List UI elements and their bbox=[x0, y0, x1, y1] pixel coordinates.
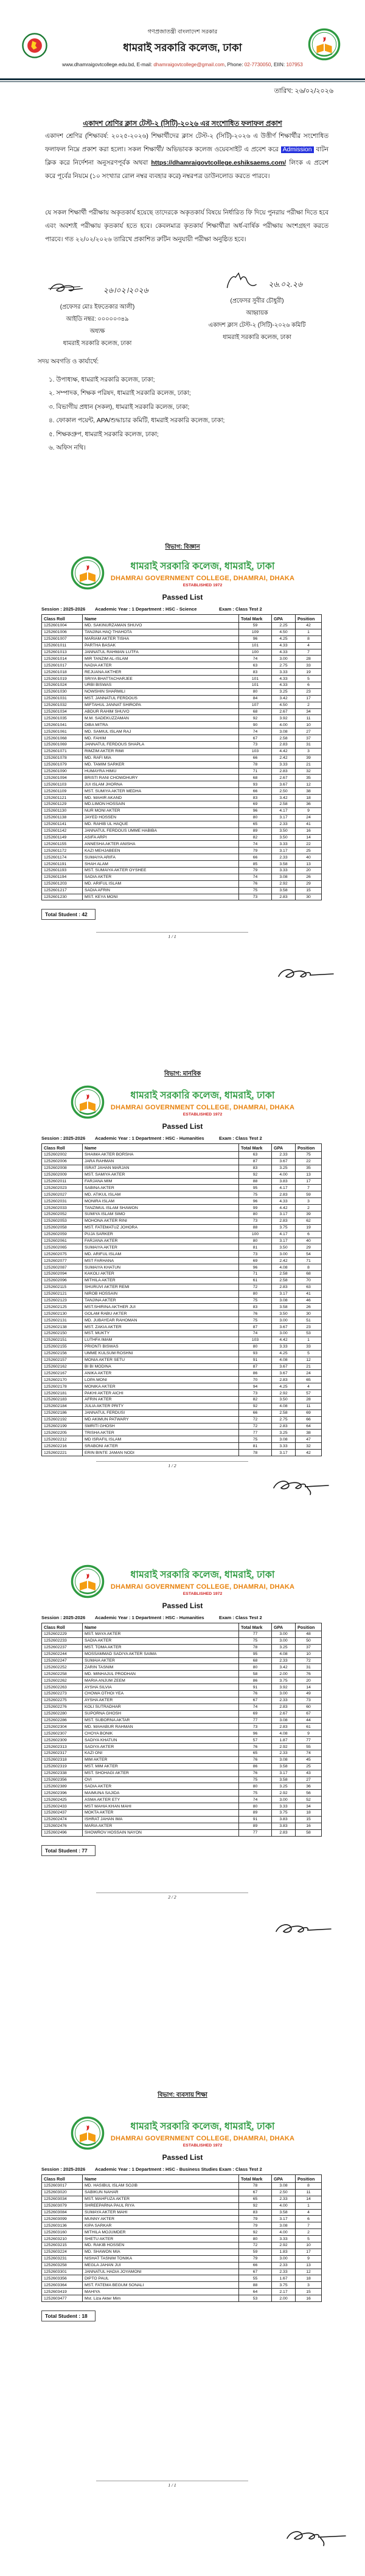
para1-after: লিংক এ প্রবেশ করে পূর্বের নিয়মে (১০ সংখ্যার রোল নম্বর ব্যবহার করে) নম্বরপত্র ডাউনলোড করতে পারবে। bbox=[45, 160, 328, 180]
para1-before: একাদশ শ্রেণির (শিক্ষাবর্ষ: ২০২৫-২০২৬) শিক্ষার্থীদের ক্লাস টেস্ট-২ (সিটি)-২০২৬ এ উত্তীর্ণ শিক্ষার্থীর সংশোধিত ফলাফল নিম্নে প্রকাশ করা হলো। সকল শিক্ষার্থী/ অভিভাবক কলেজ ওয়েবসাইট এ প্রবেশ করে bbox=[45, 133, 328, 153]
table-row: 1252602184 JULIA AKTER PRITY 92 4.08 11 bbox=[42, 1403, 322, 1410]
page-marker-label: 2 / 2 bbox=[168, 1894, 176, 1900]
table-row: 1252602130 GOLAM RABU AKTER 76 3.50 30 bbox=[42, 1310, 322, 1317]
report-established: ESTABLISHED 1972 bbox=[182, 1592, 223, 1596]
meta-department: Department : HSC - Humanities bbox=[136, 1615, 204, 1620]
section-label-science: বিভাগ: বিজ্ঞান bbox=[165, 544, 200, 550]
table-row: 1252602437 MOKTA AKTER 89 3.75 18 bbox=[42, 1810, 322, 1817]
table-meta bbox=[41, 1136, 303, 1142]
column-header-name: Name bbox=[83, 2175, 239, 2183]
table-row: 1252602053 MOHONA AKTER RINI 73 2.83 62 bbox=[42, 1218, 322, 1224]
report-college-name-en: DHAMRAI GOVERNMENT COLLEGE, DHAMRAI, DHAKA bbox=[110, 1583, 295, 1591]
table-row: 1252601138 JAYED HOSSEN 80 3.17 24 bbox=[42, 814, 322, 821]
table-row: 1252602151 LUTHFA IMAM 103 4.42 1 bbox=[42, 1337, 322, 1343]
table-row: 1252602433 MST MAHIA KHAN MAHI 80 3.33 34 bbox=[42, 1803, 322, 1810]
meta-session: Session : 2025-2026 bbox=[41, 2167, 86, 2172]
meta-session: Session : 2025-2026 bbox=[41, 1136, 86, 1141]
column-header-roll: Class Roll bbox=[42, 615, 83, 623]
convener-signature-block bbox=[192, 272, 322, 344]
signer-org: ধামরাই সরকারি কলেজ, ঢাকা bbox=[63, 340, 132, 347]
table-row: 1252603020 SABIKUN NAHAR 67 2.50 11 bbox=[42, 2189, 322, 2196]
table-row: 1252602094 KAKOLI AKTER 71 2.58 68 bbox=[42, 1271, 322, 1278]
meta-year: Academic Year : 1 bbox=[95, 1136, 134, 1141]
passed-list-table bbox=[41, 2174, 322, 2302]
meta-exam: Exam : Class Test 2 bbox=[219, 606, 262, 612]
table-row: 1252602474 ISHRAT JAHAN IMA 91 3.83 15 bbox=[42, 1816, 322, 1823]
table-row: 1252602476 MARIA AKTER 89 3.83 16 bbox=[42, 1823, 322, 1829]
table-row: 1252602075 MD. ARIFUL ISLAM 73 3.00 54 bbox=[42, 1251, 322, 1258]
table-row: 1252603210 SHETU AKTER 80 3.33 5 bbox=[42, 2236, 322, 2242]
table-body bbox=[42, 1152, 322, 1456]
table-row: 1252602280 SUPORNA GHOSH 69 2.67 67 bbox=[42, 1710, 322, 1717]
report-established: ESTABLISHED 1972 bbox=[182, 1112, 223, 1117]
signer-id: আইডি নম্বর: ০০০০০৩৪৯ bbox=[66, 316, 129, 323]
table-row: 1252603034 MST. MAHFUZA AKTER 65 2.33 14 bbox=[42, 2196, 322, 2202]
college-logo-icon bbox=[71, 1564, 105, 1598]
report-college-name-en: DHAMRAI GOVERNMENT COLLEGE, DHAMRAI, DHAKA bbox=[110, 2135, 295, 2142]
meta-session: Session : 2025-2026 bbox=[41, 1615, 86, 1620]
table-row: 1252602205 TRISHA AKTER 77 3.25 38 bbox=[42, 1430, 322, 1436]
table-row: 1252601094 BRISTI RANI CHOWDHURY 68 2.67 35 bbox=[42, 775, 322, 781]
verification-signature-icon bbox=[273, 962, 339, 986]
meta-department: Department : HSC - Humanities bbox=[136, 1136, 204, 1141]
table-row: 1252603079 SHREEPARNA PAUL RIYA 92 4.00 1 bbox=[42, 2202, 322, 2209]
table-row: 1252601034 ABDUR RAHIM SHUVO 68 2.67 34 bbox=[42, 708, 322, 715]
table-row: 1252602313 SADIYA AKTER 76 2.92 55 bbox=[42, 1744, 322, 1750]
table-row: 1252601041 DIBA MITRA 90 4.00 10 bbox=[42, 722, 322, 728]
table-row: 1252602247 SUMAIA AKTER 68 2.33 72 bbox=[42, 1657, 322, 1664]
table-row: 1252603301 JANNATUL HADIA JOYAMONI 67 2.33 12 bbox=[42, 2269, 322, 2275]
table-row: 1252601024 URBI BISWAS 101 4.33 6 bbox=[42, 682, 322, 689]
table-row: 1252602237 MST. TOMA AKTER 78 3.25 37 bbox=[42, 1644, 322, 1651]
cc-heading: সদয় অবগতি ও কার্যার্থে: bbox=[38, 358, 99, 365]
report-established: ESTABLISHED 1972 bbox=[182, 2143, 223, 2148]
table-row: 1252602031 MONIRA ISLAM 96 4.33 3 bbox=[42, 1198, 322, 1205]
notice-title: একাদশ শ্রেণির ক্লাস টেস্ট-২ (সিটি)-২০২৬ এর সংশোধিত ফলাফল প্রকাশ bbox=[83, 120, 282, 128]
table-row: 1252601155 ANNESHA AKTER ANISHA 74 3.33 22 bbox=[42, 841, 322, 848]
college-name: ধামরাই সরকারি কলেজ, ঢাকা bbox=[123, 42, 242, 53]
govt-line: গণপ্রজাতন্ত্রী বাংলাদেশ সরকার bbox=[147, 29, 218, 35]
table-row: 1252603224 MD. SHAWON MIA 59 1.83 17 bbox=[42, 2249, 322, 2255]
table-row: 1252601203 MD. ARIFUL ISLAM 76 2.92 29 bbox=[42, 880, 322, 887]
college-logo-icon bbox=[308, 28, 341, 61]
table-row: 1252602199 SMRITI GHOSH 72 2.83 64 bbox=[42, 1423, 322, 1430]
column-header-gpa: GPA bbox=[272, 2175, 296, 2183]
table-row: 1252601069 JANNATUL FERDOUS SHAPLA 73 2.83 31 bbox=[42, 742, 322, 748]
date-line: তারিখ: ২৬/০২/২০২৬ bbox=[274, 87, 333, 95]
table-row: 1252601078 MD. RAFI MIA 66 2.42 39 bbox=[42, 755, 322, 761]
table-row: 1252601149 ASIFA ARPI 82 3.50 14 bbox=[42, 834, 322, 841]
table-row: 1252602258 MD. MINHAJUL PRODHAN 58 2.00 76 bbox=[42, 1671, 322, 1677]
table-row: 1252602131 MD. JUBAYEAR RAHOMAN 75 3.00 51 bbox=[42, 1317, 322, 1324]
signer-committee: একাদশ ক্লাস টেস্ট-২ (সিটি)-২০২৬ কমিটি bbox=[208, 322, 306, 329]
table-row: 1252602425 ASMA AKTER ETY 74 3.00 52 bbox=[42, 1797, 322, 1803]
principal-signature-block bbox=[33, 278, 161, 350]
eiin-value: 107953 bbox=[286, 62, 303, 67]
table-row: 1252601103 JUI ISLAM JHORNA 93 3.67 12 bbox=[42, 781, 322, 788]
cc-item: ৪. ফোকাল পয়েন্ট, APA/শুদ্ধাচার কমিটি, ধামরাই সরকারি কলেজ, ঢাকা; bbox=[49, 417, 225, 425]
table-row: 1252602276 KOLI SUTRADHAR 74 2.83 60 bbox=[42, 1704, 322, 1710]
table-row: 1252601090 HUMAYRA HIMU 71 2.83 32 bbox=[42, 768, 322, 775]
table-row: 1252602221 ERIN BINTE JAMAN NODI 78 3.17 42 bbox=[42, 1450, 322, 1456]
table-row: 1252601129 MD.LIMON HOSSAIN 69 2.58 36 bbox=[42, 801, 322, 808]
meta-year: Academic Year : 1 bbox=[95, 2167, 134, 2172]
table-row: 1252602317 KAZI ONI 65 2.33 74 bbox=[42, 1750, 322, 1757]
table-row: 1252602252 ZARIN TASNIM 80 3.42 31 bbox=[42, 1664, 322, 1671]
passed-list-page-science bbox=[0, 554, 365, 939]
column-header-gpa: GPA bbox=[272, 615, 296, 623]
table-row: 1252602212 MD ISRAFIL ISLAM 75 3.08 47 bbox=[42, 1436, 322, 1443]
table-row: 1252602233 SADIA AKTER 75 3.00 50 bbox=[42, 1637, 322, 1644]
report-college-name-bn: ধামরাই সরকারি কলেজ, ধামরাই, ঢাকা bbox=[130, 1091, 275, 1101]
table-row: 1252601109 MST. SUMIYA AKTER MEDHA 66 2.50 38 bbox=[42, 788, 322, 795]
table-row: 1252602002 SHAIMA AKTER BORSHA 63 2.33 75 bbox=[42, 1152, 322, 1159]
table-row: 1252602389 SADIA AKTER 80 3.25 36 bbox=[42, 1783, 322, 1790]
college-logo-icon bbox=[71, 1085, 105, 1119]
page-marker-label: 1 / 2 bbox=[168, 1462, 176, 1468]
meta-year: Academic Year : 1 bbox=[95, 1615, 134, 1620]
table-row: 1252602309 SADIYA KHATUN 57 1.87 77 bbox=[42, 1737, 322, 1744]
notice-paragraph-2: যে সকল শিক্ষার্থী পরীক্ষায় অকৃতকার্য হয়েছে তাদেরকে অকৃতকার্য বিষয়ে নির্ধারিত ফি দিয়ে পুনরায় পরীক্ষা দিতে হবে এবং অবশ্যই পরীক্ষায় কৃতকার্য হতে হবে। কেবলমাত্র কৃতকার্য শিক্ষার্থীরা অর্ধ-বার্ষিক পরীক্ষায় অংশগ্রহণ করতে পারবে। গত ২২/০২/২০২৬ তারিখে প্রকাশিত রুটিন অনুযায়ী পরীক্ষা অনুষ্ঠিত হবে। bbox=[45, 210, 328, 243]
table-row: 1252602263 AYSHA SILVIA 91 3.92 14 bbox=[42, 1684, 322, 1691]
passed-list-table bbox=[41, 614, 322, 900]
table-row: 1252601030 NOWSHIN SHARMILI 80 3.25 23 bbox=[42, 688, 322, 695]
table-row: 1252601007 MARIAM AKTER TISHA 96 4.25 8 bbox=[42, 635, 322, 642]
passed-list-title: Passed List bbox=[162, 1601, 203, 1610]
table-row: 1252601004 MD. SAKINURZAMAN SHUVO 59 2.25 42 bbox=[42, 623, 322, 629]
table-row: 1252602396 MAIMUNA SAJIDA 75 2.92 56 bbox=[42, 1790, 322, 1797]
signer-name: (প্রফেসর সুবীর চৌধুরী) bbox=[230, 298, 284, 304]
report-letterhead bbox=[0, 2114, 365, 2152]
report-college-name-bn: ধামরাই সরকারি কলেজ, ধামরাই, ঢাকা bbox=[130, 2122, 275, 2132]
table-row: 1252602077 MST FARHANA 69 2.42 71 bbox=[42, 1258, 322, 1264]
passed-list-page-humanities-2 bbox=[0, 1563, 365, 1900]
table-row: 1252601172 KAZI MEHJABEEN 79 3.17 25 bbox=[42, 848, 322, 854]
table-row: 1252601068 MD. FAHIM 67 2.58 37 bbox=[42, 735, 322, 742]
column-header-position: Position bbox=[296, 1144, 322, 1152]
table-row: 1252601141 MD. RAHIB UL HAQUE 65 2.33 41 bbox=[42, 821, 322, 827]
table-row: 1252601031 MST. JANNATUL FERDOUS 84 3.42 17 bbox=[42, 695, 322, 702]
table-row: 1252601014 MIR TANZIM AL-ISLAM 74 3.00 28 bbox=[42, 656, 322, 662]
cc-item: ১. উপাধ্যক্ষ, ধামরাই সরকারি কলেজ, ঢাকা; bbox=[49, 377, 155, 383]
college-logo-icon bbox=[71, 2116, 105, 2150]
notice-paragraph-1 bbox=[45, 130, 328, 183]
convener-signature bbox=[192, 272, 322, 295]
table-row: 1252601032 MIFTAHUL JANNAT SHIROPA 107 4.50 2 bbox=[42, 702, 322, 708]
table-row: 1252602181 PAKHI AKTER AICHI 73 2.92 57 bbox=[42, 1390, 322, 1397]
column-header-roll: Class Roll bbox=[42, 1144, 83, 1152]
table-row: 1252602115 SHURUVI AKTER REMI 72 2.83 63 bbox=[42, 1284, 322, 1290]
table-row: 1252602123 TANJINA AKTER 75 3.08 46 bbox=[42, 1297, 322, 1304]
table-row: 1252601019 SRIYA BHATTACHARJEE 101 4.33 5 bbox=[42, 676, 322, 682]
table-body bbox=[42, 1631, 322, 1837]
table-row: 1252602262 MARIA ANJUM ZEEM 86 3.75 20 bbox=[42, 1677, 322, 1684]
table-row: 1252602096 MITHILA AKTER 61 2.58 70 bbox=[42, 1277, 322, 1284]
table-body bbox=[42, 2183, 322, 2302]
table-row: 1252601142 JANNATUL FERDOUS UMME HABIBA 89 3.50 16 bbox=[42, 827, 322, 834]
table-row: 1252602170 LOPA MONI 70 2.83 65 bbox=[42, 1377, 322, 1383]
header-divider bbox=[0, 78, 365, 82]
admission-highlight: Admission bbox=[281, 146, 314, 153]
cc-item: ২. সম্পাদক, শিক্ষক পরিষদ, ধামরাই সরকারি কলেজ, ঢাকা; bbox=[49, 390, 191, 397]
table-row: 1252601230 MST. KEYA MONI 73 2.83 30 bbox=[42, 894, 322, 900]
table-row: 1252601130 NUR MONI AKTER 96 4.17 9 bbox=[42, 807, 322, 814]
meta-session: Session : 2025-2026 bbox=[41, 606, 86, 612]
meta-exam: Exam : Class Test 2 bbox=[219, 2167, 262, 2172]
signer-role: আহ্বায়ক bbox=[246, 310, 268, 317]
column-header-mark: Total Mark bbox=[239, 2175, 272, 2183]
table-row: 1252601013 JANNATUL RAHMAN LUTFA 100 4.33 7 bbox=[42, 649, 322, 656]
report-established: ESTABLISHED 1972 bbox=[182, 583, 223, 587]
table-row: 1252602244 MOSSAMMAD SADIYA AKTER SAIMA 95 4.08 10 bbox=[42, 1651, 322, 1657]
report-letterhead bbox=[0, 1563, 365, 1600]
table-row: 1252603231 NISHAT TASNIM TONIKA 79 3.00 9 bbox=[42, 2255, 322, 2262]
govt-seal-icon bbox=[22, 33, 47, 58]
table-row: 1252601018 REJUANA AKTHER 83 3.33 19 bbox=[42, 669, 322, 676]
table-row: 1252602186 JANNATUL FERDUSI 66 2.58 69 bbox=[42, 1410, 322, 1416]
signature-scribble-icon bbox=[46, 278, 103, 299]
phone-value: 02-7730050 bbox=[244, 62, 271, 67]
page-marker bbox=[96, 1461, 248, 1468]
table-row: 1252602011 FARJANA MIM 88 3.83 17 bbox=[42, 1178, 322, 1185]
table-row: 1252602216 SRABONI AKTER 81 3.33 32 bbox=[42, 1443, 322, 1450]
handwritten-date: ২৬.০২.২৬ bbox=[268, 280, 303, 289]
table-row: 1252602178 MONIKA AKTER 94 4.25 4 bbox=[42, 1383, 322, 1390]
meta-exam: Exam : Class Test 2 bbox=[219, 1615, 262, 1620]
table-row: 1252603099 MUNNY AKTER 79 3.17 6 bbox=[42, 2216, 322, 2222]
table-row: 1252602033 TANZIMUL ISLAM SHAWON 99 4.42 2 bbox=[42, 1205, 322, 1211]
signer-org: ধামরাই সরকারি কলেজ, ঢাকা bbox=[223, 334, 291, 341]
total-students-box: Total Student : 42 bbox=[41, 909, 96, 920]
page-marker-label: 1 / 1 bbox=[168, 2482, 176, 2489]
column-header-position: Position bbox=[296, 2175, 322, 2183]
report-college-name-bn: ধামরাই সরকারি কলেজ, ধামরাই, ঢাকা bbox=[130, 1570, 275, 1580]
table-row: 1252601194 SADIA AKTER 74 3.08 26 bbox=[42, 874, 322, 880]
column-header-position: Position bbox=[296, 615, 322, 623]
table-row: 1252602338 MST. SHOHAGI AKTER 76 3.17 43 bbox=[42, 1770, 322, 1776]
handwritten-date: ২৬।০২।২০২৬ bbox=[103, 286, 148, 295]
total-students-box: Total Student : 77 bbox=[41, 1845, 96, 1856]
table-row: 1252602061 FARJANA AKTER 80 3.17 40 bbox=[42, 1238, 322, 1244]
passed-list-page-humanities-1 bbox=[0, 1083, 365, 1468]
table-row: 1252603160 MITHILA MOJUMDER 92 4.00 2 bbox=[42, 2229, 322, 2236]
table-row: 1252601035 M.M. SADEKUZZAMAN 92 3.92 11 bbox=[42, 715, 322, 722]
page-marker-label: 1 / 1 bbox=[168, 934, 176, 940]
table-row: 1252603017 MD. HASIBUL ISLAM SOJIB 78 3.08 8 bbox=[42, 2183, 322, 2190]
signer-name: (প্রফেসর মোঃ ইফতেকার আলী) bbox=[60, 304, 135, 310]
table-row: 1252602027 MD. ATIKUL ISLAM 75 2.83 59 bbox=[42, 1191, 322, 1198]
passed-list-table bbox=[41, 1143, 322, 1456]
verification-signature-icon bbox=[268, 1473, 335, 1498]
table-row: 1252602183 AFRIN AKTER 82 3.50 28 bbox=[42, 1396, 322, 1403]
table-row: 1252601071 RIMZIM AKTER RIMI 103 4.42 3 bbox=[42, 748, 322, 755]
passed-list-title: Passed List bbox=[162, 593, 203, 601]
table-row: 1252601217 SADIA AFRIN 75 3.58 15 bbox=[42, 887, 322, 894]
table-row: 1252603419 MAHIYA 64 2.17 15 bbox=[42, 2289, 322, 2295]
meta-year: Academic Year : 1 bbox=[95, 606, 134, 612]
section-label-humanities: বিভাগ: মানবিক bbox=[164, 1070, 201, 1077]
table-row: 1252601061 MD. SAMIUL ISLAM RAJ 74 3.08 27 bbox=[42, 728, 322, 735]
table-row: 1252602156 UMME KULSUM ROSHNI 93 4.25 5 bbox=[42, 1350, 322, 1357]
table-row: 1252602319 MST. MIM AKTER 86 3.58 25 bbox=[42, 1763, 322, 1770]
table-meta bbox=[41, 2167, 303, 2173]
passed-list-table bbox=[41, 1623, 322, 1837]
table-row: 1252601174 SUMAIYA ARIFA 66 2.33 40 bbox=[42, 854, 322, 861]
table-row: 1252602229 MST. MAYA AKTER 77 3.00 48 bbox=[42, 1631, 322, 1638]
column-header-position: Position bbox=[296, 1623, 322, 1631]
table-row: 1252602318 MIM AKTER 76 3.08 45 bbox=[42, 1756, 322, 1763]
page-marker bbox=[96, 1893, 248, 1900]
table-row: 1252602307 CHOYA BONIK 96 4.08 9 bbox=[42, 1730, 322, 1737]
table-row: 1252603258 MEGLA JAHAN JUI 66 2.33 13 bbox=[42, 2262, 322, 2269]
table-row: 1252602167 ANIKA AKTER 86 3.67 24 bbox=[42, 1370, 322, 1377]
report-college-name-bn: ধামরাই সরকারি কলেজ, ধামরাই, ঢাকা bbox=[130, 561, 275, 572]
total-students-box: Total Student : 18 bbox=[41, 2311, 96, 2321]
table-row: 1252602275 AYSHA AKTER 67 2.33 73 bbox=[42, 1697, 322, 1704]
table-row: 1252602496 SHOWROV HOSSAIN NAYON 77 2.83 58 bbox=[42, 1829, 322, 1836]
meta-department: Department : HSC - Science bbox=[136, 606, 197, 612]
column-header-gpa: GPA bbox=[272, 1623, 296, 1631]
signature-scribble-icon bbox=[212, 272, 269, 293]
table-row: 1252602009 MST. SAMIYA AKTER 92 4.00 13 bbox=[42, 1171, 322, 1178]
result-portal-link[interactable]: https://dhamraigovtcollege.eshiksaems.com/ bbox=[151, 160, 287, 166]
table-row: 1252602162 BI BI MODINA 87 3.67 21 bbox=[42, 1363, 322, 1370]
table-row: 1252602008 ISRAT JAHAN MARJAN 83 3.25 35 bbox=[42, 1165, 322, 1171]
cc-item: ৩. বিভাগীয় প্রধান (সকল), ধামরাই সরকারি কলেজ, ঢাকা; bbox=[49, 403, 190, 411]
cc-item: ৬. অফিস নথি। bbox=[49, 445, 86, 452]
column-header-name: Name bbox=[83, 615, 239, 623]
meta-department: Department : HSC - Business Studies bbox=[136, 2167, 218, 2172]
college-logo-icon bbox=[71, 556, 105, 590]
table-row: 1252602138 MST. ZAKIA AKTER 87 3.67 23 bbox=[42, 1324, 322, 1331]
cc-list bbox=[49, 374, 224, 455]
report-college-name-en: DHAMRAI GOVERNMENT COLLEGE, DHAMRAI, DHAKA bbox=[110, 1104, 295, 1111]
passed-list-title: Passed List bbox=[162, 1122, 203, 1131]
cc-item: ৫. শিক্ষকগ্রুপ, ধামরাই সরকারি কলেজ, ঢাকা; bbox=[49, 431, 159, 438]
table-row: 1252601121 MD. MAHIR AKAND 83 3.42 18 bbox=[42, 795, 322, 801]
table-row: 1252601193 MST. SUMAIYA AKTER OYSHEE 79 3.33 20 bbox=[42, 867, 322, 874]
column-header-mark: Total Mark bbox=[239, 1144, 272, 1152]
column-header-name: Name bbox=[83, 1623, 239, 1631]
table-row: 1252602121 NIROB HOSSAIN 80 3.17 41 bbox=[42, 1290, 322, 1297]
table-row: 1252602052 SUMIYA ISLAM SIMO 80 3.17 39 bbox=[42, 1211, 322, 1218]
table-row: 1252602155 PRIONTI BISWAS 80 3.33 33 bbox=[42, 1343, 322, 1350]
table-row: 1252601191 SHAH ALAM 85 3.58 13 bbox=[42, 861, 322, 868]
table-row: 1252602058 MST. FATEMATUZ JOHORA 88 3.75 19 bbox=[42, 1224, 322, 1231]
table-row: 1252603364 MST. FATEMA BEGUM SONALI 88 3.75 3 bbox=[42, 2282, 322, 2289]
table-body bbox=[42, 623, 322, 900]
column-header-gpa: GPA bbox=[272, 1144, 296, 1152]
verification-signature-icon bbox=[270, 1917, 337, 1941]
column-header-name: Name bbox=[83, 1144, 239, 1152]
table-row: 1252602150 MST. MUKTY 74 3.00 53 bbox=[42, 1331, 322, 1337]
letterhead bbox=[0, 28, 365, 67]
table-row: 1252602125 MST.SHIRINA AKTHER JUI 83 3.58 26 bbox=[42, 1304, 322, 1310]
table-row: 1252603136 KIPA SARKAR 79 3.08 7 bbox=[42, 2222, 322, 2229]
column-header-mark: Total Mark bbox=[239, 615, 272, 623]
table-row: 1252602023 SABINA AKTER 95 4.17 7 bbox=[42, 1185, 322, 1191]
contact-line: www.dhamraigovtcollege.edu.bd, E-mail: dhamraigovtcollege@gmail.com, Phone: 02-7730050, EIIN: 107953 bbox=[62, 62, 303, 67]
verification-signature-icon bbox=[282, 2525, 349, 2549]
table-row: 1252602356 OVI 75 3.58 27 bbox=[42, 1776, 322, 1783]
table-row: 1252601079 MD. TAMIM SARKER 78 3.33 21 bbox=[42, 761, 322, 768]
page-marker bbox=[96, 932, 248, 939]
table-row: 1252602006 JARA RAHMAN 87 3.67 22 bbox=[42, 1158, 322, 1165]
meta-exam: Exam : Class Test 2 bbox=[219, 1136, 262, 1141]
passed-list-title: Passed List bbox=[162, 2153, 203, 2162]
column-header-roll: Class Roll bbox=[42, 2175, 83, 2183]
table-row: 1252603084 SUMAYA AKTER MAHI 83 3.58 4 bbox=[42, 2209, 322, 2216]
section-label-business: বিভাগ: ব্যবসায় শিক্ষা bbox=[158, 2092, 207, 2098]
principal-signature bbox=[33, 278, 161, 301]
report-college-name-en: DHAMRAI GOVERNMENT COLLEGE, DHAMRAI, DHAKA bbox=[110, 575, 295, 582]
email-value: dhamraigovtcollege@gmail.com bbox=[153, 62, 224, 67]
page-marker bbox=[96, 2481, 248, 2488]
signer-role: অধ্যক্ষ bbox=[89, 328, 105, 335]
table-row: 1252603215 MD. RAKIB HOSSEN 72 2.92 10 bbox=[42, 2242, 322, 2249]
table-row: 1252603356 DIPTO PAUL 55 1.67 18 bbox=[42, 2275, 322, 2282]
table-row: 1252603477 Mst. Liza Akter Mim 53 2.00 16 bbox=[42, 2295, 322, 2302]
report-letterhead bbox=[0, 1083, 365, 1121]
table-row: 1252601011 PARTHA BASAK 101 4.33 4 bbox=[42, 642, 322, 649]
para1-mid: বাটন ক্লিক করে নির্দেশনা অনুসরণপূর্বক অথবা bbox=[45, 146, 328, 166]
column-header-mark: Total Mark bbox=[239, 1623, 272, 1631]
table-meta bbox=[41, 606, 303, 613]
table-row: 1252602304 MD. MAHABUR RAHMAN 73 2.83 61 bbox=[42, 1724, 322, 1730]
table-meta bbox=[41, 1615, 303, 1622]
table-row: 1252602065 SUMAIYA AKTER 81 3.50 29 bbox=[42, 1244, 322, 1251]
table-row: 1252601006 TANJINA HAQ THAHOTA 109 4.50 1 bbox=[42, 629, 322, 635]
table-row: 1252602087 SUMAIYA KHATUN 96 4.08 8 bbox=[42, 1264, 322, 1271]
column-header-roll: Class Roll bbox=[42, 1623, 83, 1631]
table-row: 1252602157 MONIA AKTER SETU 91 4.08 12 bbox=[42, 1357, 322, 1363]
table-row: 1252602286 MST. SUBORNA AKTAR 77 3.08 44 bbox=[42, 1717, 322, 1724]
table-row: 1252602192 MD AKIMUN PATWARY 72 2.75 66 bbox=[42, 1416, 322, 1423]
passed-list-page-business bbox=[0, 2114, 365, 2488]
table-row: 1252601017 NADIA AKTER 63 2.75 33 bbox=[42, 662, 322, 669]
report-letterhead bbox=[0, 554, 365, 592]
table-row: 1252602059 PUJA SARKER 100 4.17 6 bbox=[42, 1231, 322, 1238]
table-row: 1252602273 CHOWA OTHOI YEA 76 3.00 49 bbox=[42, 1691, 322, 1697]
